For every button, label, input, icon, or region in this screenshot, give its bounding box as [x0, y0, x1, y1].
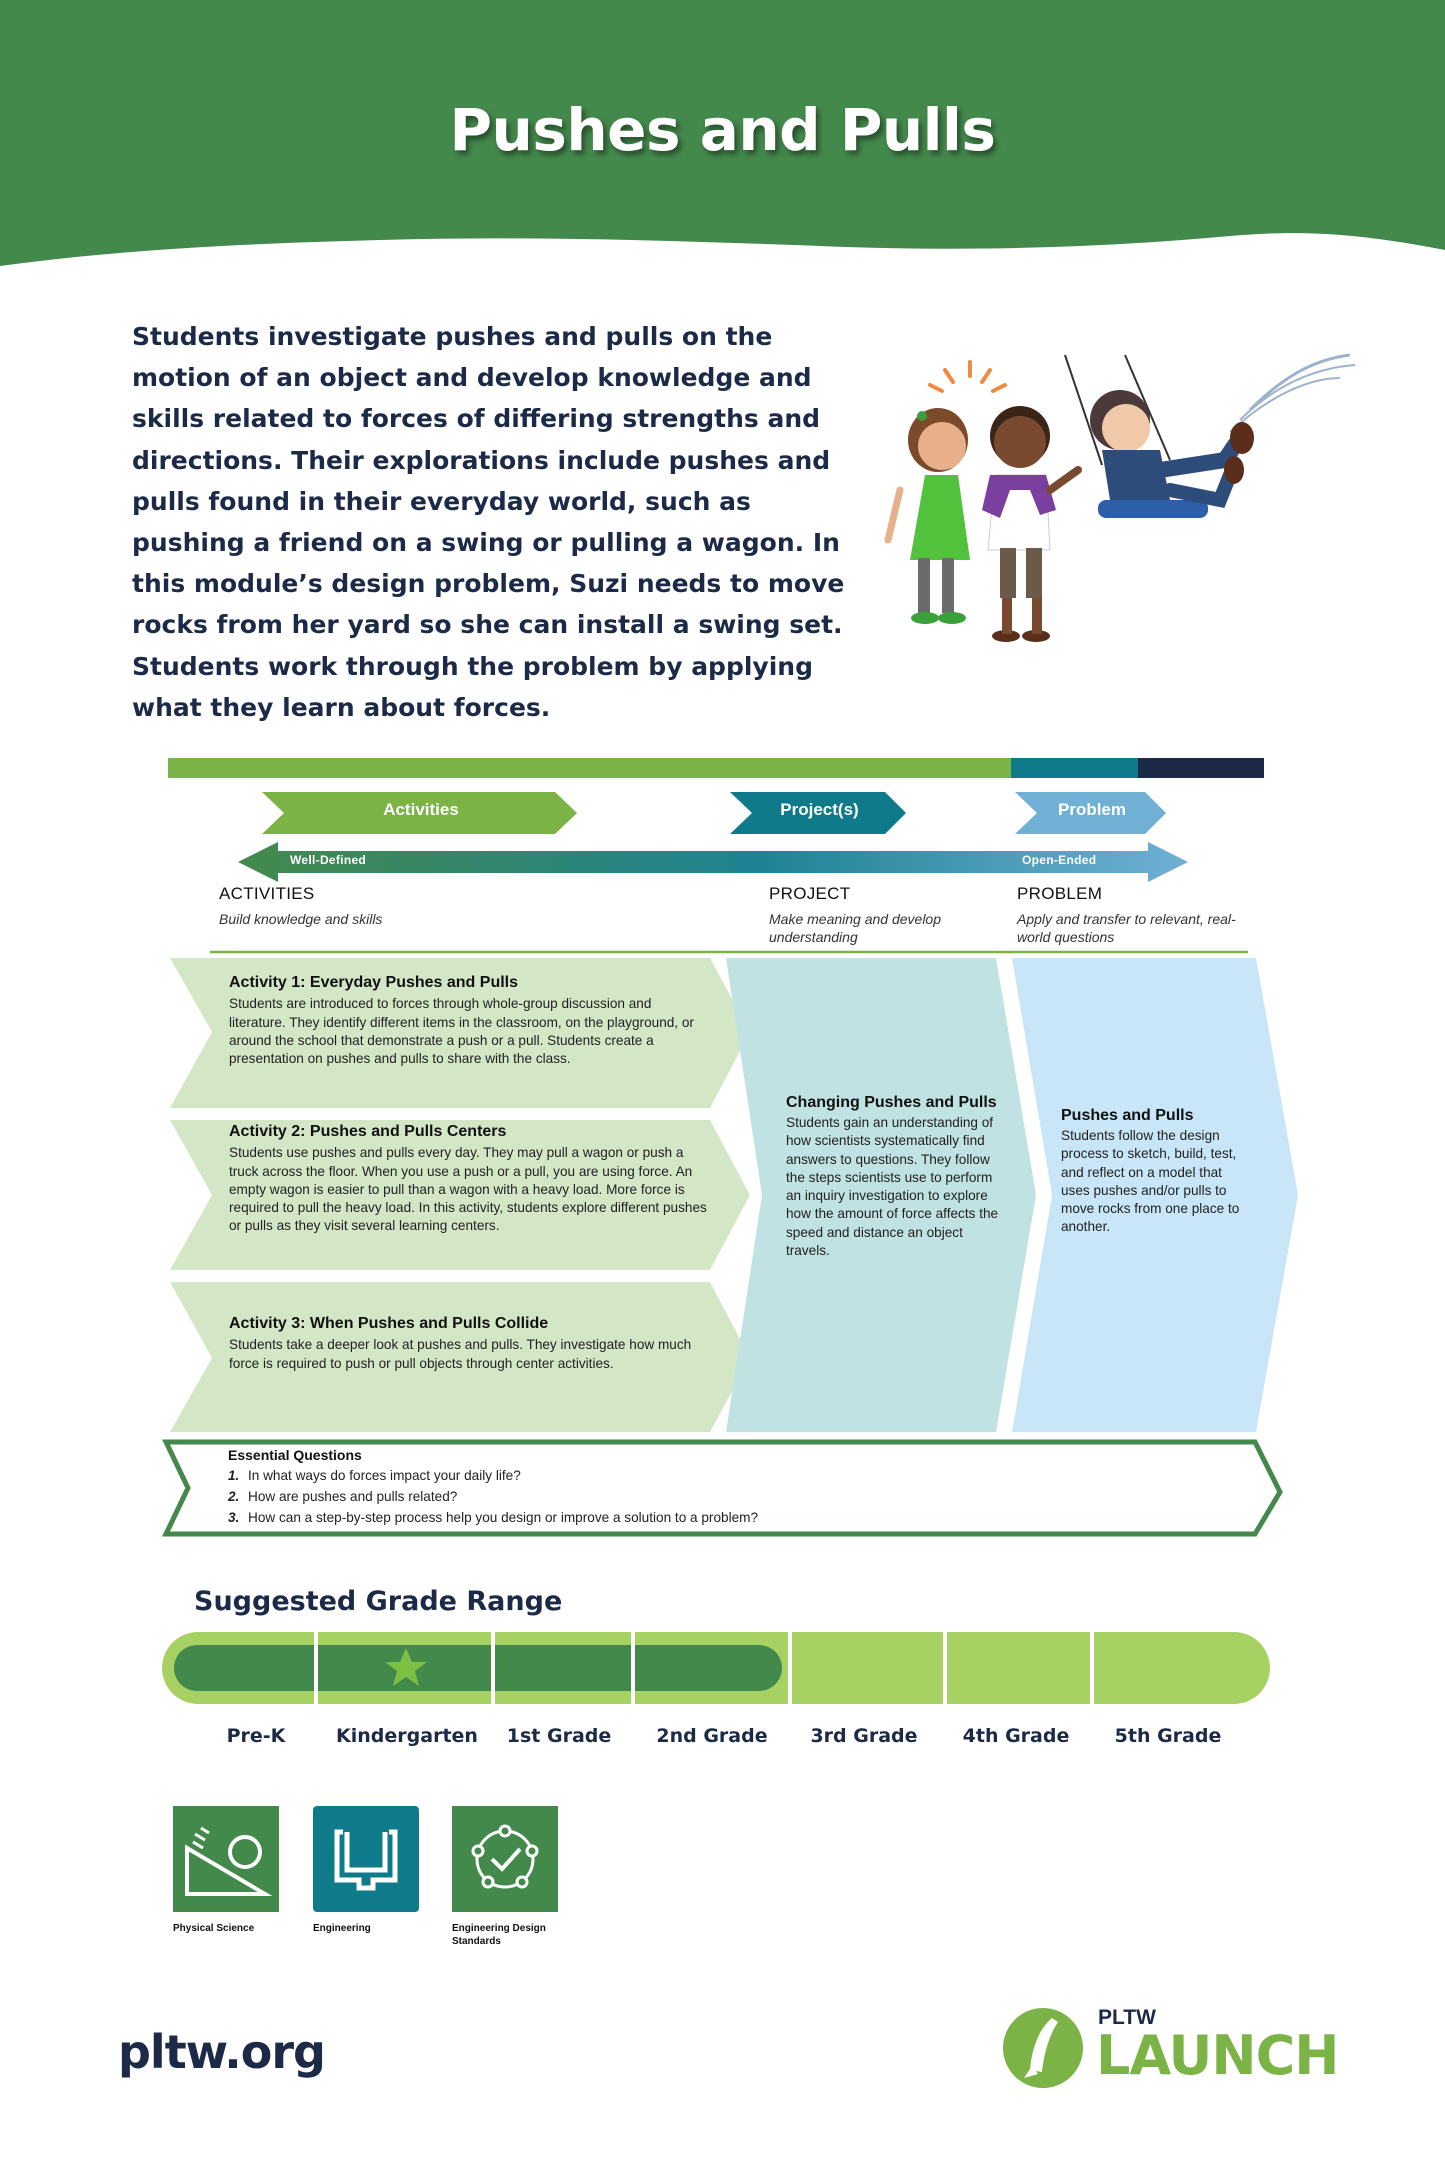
problem-title: Pushes and Pulls: [1061, 1107, 1194, 1124]
grade-label-kindergarten: Kindergarten: [336, 1725, 478, 1747]
pltw-launch-logo-icon: [1002, 2006, 1084, 2090]
activity-2-text: Students use pushes and pulls every day. They may pull a wagon or push a truck across the floor. When you use a push or a pull, you are using force. An empty wagon is easier to pull than a wagon with a heavy load. More force is required to pull the heavy load. In this activity, students explore different pushes or pulls as they visit several learning centers.: [229, 1145, 707, 1234]
grade-label-5th-grade: 5th Grade: [1114, 1725, 1222, 1747]
activities-column-heading: [219, 884, 519, 928]
grade-label-4th-grade: 4th Grade: [962, 1725, 1070, 1747]
activity-card-1: [229, 974, 699, 1068]
activity-card-2: [229, 1123, 709, 1236]
activity-3-text: Students take a deeper look at pushes and pulls. They investigate how much force is required to push or pull objects through center activities.: [229, 1337, 692, 1371]
essential-questions-heading: Essential Questions: [228, 1447, 362, 1463]
grade-range-bar: [160, 1630, 1280, 1708]
activity-1-title: Activity 1: Everyday Pushes and Pulls: [229, 974, 519, 991]
question-text: How can a step-by-step process help you design or improve a solution to a problem?: [248, 1510, 759, 1525]
children-swing-illustration: [870, 350, 1360, 660]
question-number: 2.: [228, 1489, 240, 1504]
top-bar-teal: [1011, 758, 1138, 778]
grade-label-1st-grade: 1st Grade: [506, 1725, 612, 1747]
project-subheading: Make meaning and develop understanding: [769, 911, 942, 945]
project-title: Changing Pushes and Pulls: [786, 1094, 997, 1111]
problem-column-heading: [1017, 884, 1247, 946]
standard-label-engineering: Engineering: [313, 1923, 371, 1934]
activity-1-text: Students are introduced to forces through whole-group discussion and literature. They identify different items in the classroom, on the playground, or around the school that demonstrate a push or a pull. Students create a presentation on pushes and pulls to share with the class.: [229, 996, 694, 1067]
activity-2-title: Activity 2: Pushes and Pulls Centers: [229, 1123, 507, 1140]
essential-questions: [228, 1445, 1228, 1528]
top-bar-navy: [1138, 758, 1264, 778]
essential-question-3: [228, 1507, 1228, 1528]
activities-arrow-label: Activities: [383, 800, 459, 819]
scale-left-label: Well-Defined: [290, 853, 367, 867]
standard-label-engineering-design: Engineering Design Standards: [452, 1923, 546, 1947]
page-title: Pushes and Pulls: [449, 96, 996, 164]
question-number: 3.: [228, 1510, 240, 1525]
project-heading: PROJECT: [769, 884, 851, 903]
problem-card: [1061, 1107, 1251, 1237]
design-cycle-icon: [452, 1806, 558, 1912]
question-text: How are pushes and pulls related?: [248, 1489, 458, 1504]
grade-range-heading: Suggested Grade Range: [194, 1586, 563, 1617]
essential-question-2: [228, 1486, 1228, 1507]
project-card: [786, 1094, 1008, 1260]
activity-card-3: [229, 1315, 699, 1373]
top-bar-green: [168, 758, 1011, 778]
grade-label-2nd-grade: 2nd Grade: [656, 1725, 768, 1747]
grade-label-3rd-grade: 3rd Grade: [810, 1725, 918, 1747]
footer-brand-small: PLTW: [1098, 2006, 1156, 2029]
incline-ball-icon: [173, 1806, 279, 1912]
footer-url[interactable]: pltw.org: [118, 2025, 325, 2079]
activities-heading: ACTIVITIES: [219, 884, 315, 903]
project-column-heading: [769, 884, 979, 946]
problem-text: Students follow the design process to sketch, build, test, and reflect on a model that uses pushes and/or pulls to move rocks from one place to another.: [1061, 1128, 1240, 1235]
scale-right-label: Open-Ended: [1022, 853, 1097, 867]
project-text: Students gain an understanding of how scientists systematically find answers to questions. They follow the steps scientists use to perform an inquiry investigation to explore how the amount of force affects the speed and distance an object travels.: [786, 1115, 999, 1259]
engineering-bracket-icon: [313, 1806, 419, 1912]
problem-heading: PROBLEM: [1017, 884, 1103, 903]
question-text: In what ways do forces impact your daily life?: [248, 1468, 521, 1483]
activity-3-title: Activity 3: When Pushes and Pulls Collide: [229, 1315, 549, 1332]
intro-paragraph: Students investigate pushes and pulls on the motion of an object and develop knowledge and skills related to forces of differing strengths and directions. Their explorations include pushes and pulls found in their everyday world, such as pushing a friend on a swing or pulling a wagon. In this module’s design problem, Suzi needs to move rocks from her yard so she can install a swing set. Students work through the problem by applying what they learn about forces.: [132, 322, 845, 722]
essential-question-1: [228, 1465, 1228, 1486]
grade-label-pre-k: Pre-K: [226, 1725, 286, 1747]
question-number: 1.: [228, 1468, 240, 1483]
problem-subheading: Apply and transfer to relevant, real-world questions: [1017, 911, 1236, 945]
footer-brand-large: LAUNCH: [1096, 2024, 1339, 2087]
standard-label-physical-science: Physical Science: [173, 1923, 255, 1934]
activities-subheading: Build knowledge and skills: [219, 911, 383, 927]
grade-highlight: [174, 1645, 782, 1691]
projects-arrow-label: Project(s): [780, 800, 859, 819]
problem-arrow-label: Problem: [1057, 800, 1127, 819]
